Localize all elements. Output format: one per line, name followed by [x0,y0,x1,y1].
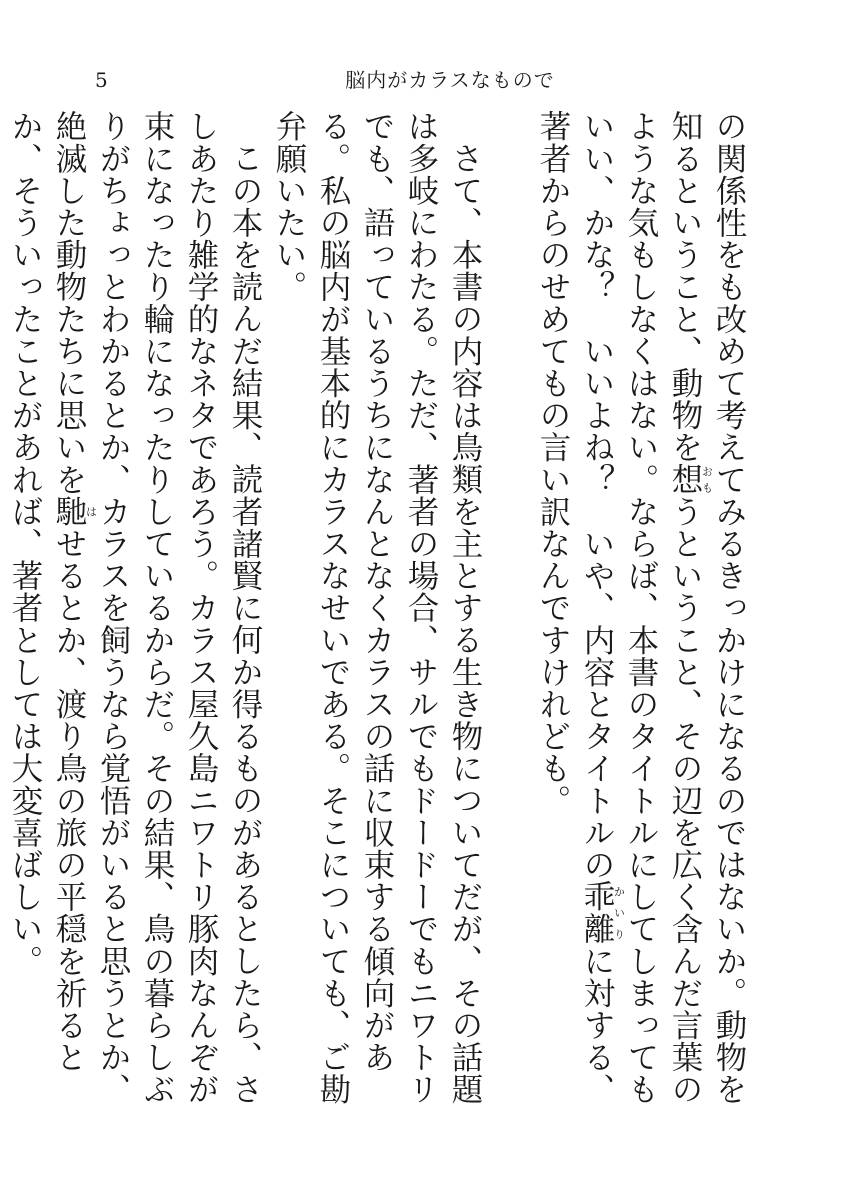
ruby-omo: 想おも [667,463,714,496]
paragraph-1: の関係性をも改めて考えてみるきっかけになるのではないか。動物を知るということ、動物を想おもうということ、その辺を広く含んだ言葉のような気もしなくはない。ならば、本書のタイトルにしてしまってもいい、かな？ いいよね？ いや、内容とタイトルの乖離かいりに対する、著者からのせめてもの言い訳なんですけれども。 [535,110,747,1106]
paragraph-4 [0,110,3,1120]
ruby-ha: 馳は [51,495,98,528]
running-title: 脳内がカラスなもので [345,68,555,92]
ruby-kairi: 乖離かいり [579,880,626,945]
paragraph-2: さて、本書の内容は鳥類を主とする生き物についてだが、その話題は多岐にわたる。ただ、著者の場合、サルでもドードーでもニワトリでも、語っているうちになんとなくカラスの話に収束する傾向がある。私の脳内が基本的にカラスなせいである。そこについても、ご勘弁願いたい。 [271,110,483,1106]
vertical-body-text [7,110,751,1120]
page-number: 5 [95,68,108,92]
paragraph-3: この本を読んだ結果、読者諸賢に何か得るものがあるとしたら、さしあたり雑学的なネタであろう。カラス屋久島ニワトリ豚肉なんぞが束になったり輪になったりしているからだ。その結果、鳥の暮らしぶりがちょっとわかるとか、カラスを飼うなら覚悟がいると思うとか、絶滅した動物たちに思いを馳はせるとか、渡り鳥の旅の平穏を祈るとか、そういったことがあれば、著者としては大変喜ばしい。 [7,110,263,1106]
